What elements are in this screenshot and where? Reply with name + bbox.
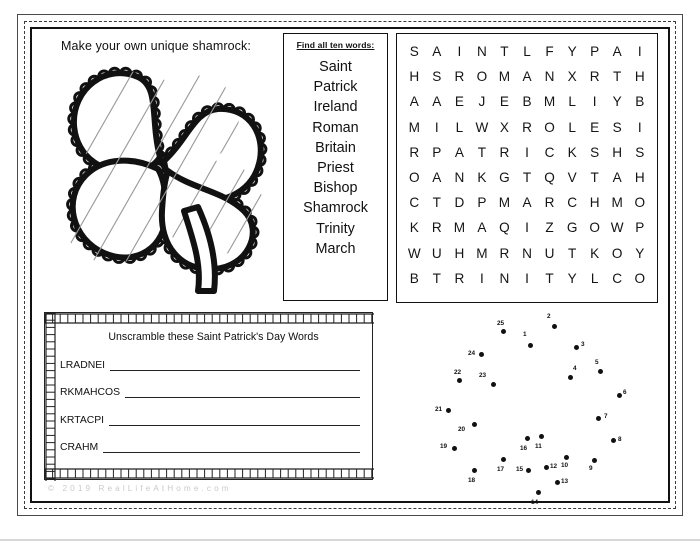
dot-marker[interactable]	[536, 490, 541, 495]
word-search-cell[interactable]: B	[635, 94, 645, 110]
word-list-item: Saint	[319, 59, 352, 75]
word-search-cell[interactable]: C	[544, 144, 555, 160]
word-search-cell[interactable]: S	[612, 119, 622, 135]
word-search-cell[interactable]: T	[500, 44, 509, 59]
shamrock-instruction-text: Make your own unique shamrock:	[61, 39, 251, 53]
word-search-cell[interactable]: N	[477, 44, 487, 59]
word-list-item: Roman	[312, 119, 359, 136]
dot-marker[interactable]	[491, 382, 496, 387]
word-search-cell[interactable]: L	[590, 270, 599, 286]
dot-marker[interactable]	[452, 446, 457, 451]
word-search-row	[403, 115, 651, 140]
word-search-cell[interactable]: G	[566, 220, 578, 236]
word-list-item: Patrick	[313, 79, 358, 96]
word-search-cell[interactable]: X	[499, 119, 509, 135]
word-search-cell[interactable]: A	[522, 69, 532, 85]
word-search-cell[interactable]: T	[613, 69, 622, 85]
word-search-cell[interactable]: R	[454, 270, 465, 286]
word-search-cell[interactable]: C	[409, 195, 420, 211]
dot-marker[interactable]	[617, 393, 622, 398]
word-search-cell[interactable]: J	[478, 94, 486, 110]
dot-marker[interactable]	[568, 375, 573, 380]
dot-marker[interactable]	[564, 455, 569, 460]
dot-number-label: 21	[435, 406, 443, 413]
word-search-cell[interactable]: A	[454, 144, 464, 160]
dot-marker[interactable]	[479, 352, 484, 357]
word-list-item: Bishop	[313, 180, 358, 197]
word-list-item: Trinity	[316, 220, 355, 237]
word-search-cell[interactable]: T	[477, 144, 487, 160]
word-search-cell[interactable]: Q	[544, 169, 555, 185]
word-search-cell[interactable]: G	[499, 169, 510, 185]
unscramble-frame-bottom	[45, 468, 374, 479]
word-search-cell[interactable]: P	[432, 144, 442, 160]
word-search-cell[interactable]: M	[543, 94, 556, 110]
word-search-cell[interactable]: P	[635, 220, 645, 236]
dot-number-label: 12	[550, 463, 558, 470]
word-search-cell[interactable]: R	[544, 195, 555, 211]
dot-number-label: 25	[497, 320, 505, 327]
word-search-cell[interactable]: I	[480, 270, 484, 286]
dot-number-label: 8	[618, 436, 622, 443]
word-search-cell[interactable]: R	[409, 144, 420, 160]
word-search-cell[interactable]: M	[408, 119, 420, 135]
unscramble-frame-top	[45, 313, 374, 324]
word-search-cell[interactable]: I	[457, 44, 462, 59]
dot-marker[interactable]	[501, 329, 506, 334]
word-search-cell[interactable]: T	[567, 245, 577, 261]
word-search-cell[interactable]: M	[476, 245, 488, 261]
word-search-cell[interactable]: W	[407, 245, 421, 261]
word-search-cell[interactable]: O	[476, 69, 488, 85]
word-search-cell[interactable]: O	[408, 169, 420, 185]
answer-blank-line[interactable]	[125, 386, 360, 398]
word-search-cell[interactable]: I	[637, 119, 642, 135]
word-search-cell[interactable]: A	[477, 220, 487, 236]
word-search-cell[interactable]: T	[522, 169, 532, 185]
word-search-cell[interactable]: S	[590, 144, 600, 160]
word-search-cell[interactable]: R	[431, 220, 442, 236]
scrambled-word: RKMAHCOS	[60, 387, 121, 398]
word-list-item: Ireland	[313, 99, 358, 116]
scrambled-word: LRADNEI	[60, 359, 106, 371]
word-search-cell[interactable]: K	[409, 220, 419, 236]
shamrock-outline-icon[interactable]	[42, 61, 276, 297]
word-search-cell[interactable]: I	[434, 119, 439, 135]
dot-to-dot-puzzle[interactable]	[396, 310, 658, 506]
dot-marker[interactable]	[472, 468, 477, 473]
word-search-cell[interactable]: R	[589, 69, 600, 85]
dot-number-label: 17	[497, 466, 505, 473]
word-search-cell[interactable]: B	[522, 94, 532, 110]
word-search-cell[interactable]: I	[637, 44, 642, 59]
dot-marker[interactable]	[592, 458, 597, 463]
word-search-cell[interactable]: N	[544, 69, 555, 85]
dot-marker[interactable]	[539, 434, 544, 439]
word-search-cell[interactable]: K	[567, 144, 577, 160]
unscramble-frame-left	[45, 313, 56, 481]
dot-number-label: 19	[440, 443, 448, 450]
word-search-row	[403, 64, 651, 89]
word-search-cell[interactable]: H	[409, 69, 420, 85]
dot-marker[interactable]	[472, 422, 477, 427]
word-search-row	[403, 241, 651, 266]
word-search-cell[interactable]: L	[568, 94, 576, 110]
unscramble-activity-panel	[44, 312, 373, 480]
unscramble-row	[57, 359, 370, 371]
word-search-cell[interactable]: O	[634, 270, 646, 286]
word-search-cell[interactable]: X	[567, 69, 577, 85]
scrambled-word: KRTACPI	[60, 414, 105, 426]
unscramble-row	[57, 386, 370, 398]
word-search-cell[interactable]: L	[455, 119, 464, 135]
word-search-cell[interactable]: M	[498, 195, 511, 211]
word-search-cell[interactable]: P	[590, 44, 600, 59]
dot-number-label: 23	[479, 372, 487, 379]
answer-blank-line[interactable]	[110, 359, 360, 371]
word-list-panel	[283, 33, 388, 301]
dot-number-label: 2	[547, 313, 551, 320]
unscramble-row	[57, 414, 370, 426]
word-search-grid[interactable]	[396, 33, 658, 303]
dot-marker[interactable]	[526, 468, 531, 473]
word-search-row	[403, 215, 651, 240]
dot-marker[interactable]	[528, 343, 533, 348]
word-search-cell[interactable]: O	[634, 195, 646, 211]
word-search-cell[interactable]: M	[453, 220, 466, 236]
word-search-cell[interactable]: Z	[545, 220, 554, 236]
word-search-cell[interactable]: A	[432, 44, 442, 59]
dot-number-label: 10	[561, 462, 569, 469]
word-search-cell[interactable]: R	[499, 144, 510, 160]
word-search-cell[interactable]: S	[635, 144, 645, 160]
scrambled-word: CRAHM	[60, 442, 99, 453]
word-search-cell[interactable]: A	[612, 44, 622, 59]
dot-number-label: 4	[573, 365, 577, 372]
word-search-cell[interactable]: Q	[499, 220, 510, 236]
dot-marker[interactable]	[574, 345, 579, 350]
word-search-cell[interactable]: E	[454, 94, 464, 110]
word-search-cell[interactable]: A	[432, 94, 442, 110]
word-search-cell[interactable]: T	[432, 270, 441, 286]
dot-number-label: 1	[523, 331, 527, 338]
unscramble-row	[57, 441, 370, 453]
dot-number-label: 13	[561, 478, 569, 485]
word-search-cell[interactable]: T	[545, 270, 554, 286]
word-search-cell[interactable]: S	[409, 44, 419, 59]
word-search-cell[interactable]: R	[454, 69, 465, 85]
word-search-cell[interactable]: O	[544, 119, 555, 135]
word-search-cell[interactable]: I	[525, 270, 529, 286]
word-list-items	[284, 57, 387, 259]
word-search-cell[interactable]: Y	[567, 270, 577, 286]
word-search-cell[interactable]: N	[454, 169, 465, 185]
word-search-cell[interactable]: M	[611, 195, 623, 211]
dot-number-label: 6	[623, 389, 627, 396]
word-search-cell[interactable]: E	[499, 94, 509, 110]
shamrock-activity-panel	[36, 31, 276, 303]
dot-number-label: 20	[458, 426, 466, 433]
word-search-cell[interactable]: I	[592, 94, 597, 110]
word-list-item: Priest	[317, 160, 354, 177]
word-search-cell[interactable]: U	[544, 245, 555, 261]
dot-marker[interactable]	[501, 457, 506, 462]
word-list-item: March	[315, 240, 356, 257]
word-search-cell[interactable]: D	[454, 195, 465, 211]
dot-marker[interactable]	[598, 369, 603, 374]
word-search-cell[interactable]: L	[523, 44, 531, 59]
dot-number-label: 14	[531, 499, 539, 506]
word-search-cell[interactable]: W	[610, 220, 624, 236]
word-search-cell[interactable]: F	[545, 44, 554, 59]
dot-number-label: 16	[520, 445, 528, 452]
dot-marker[interactable]	[596, 416, 601, 421]
dot-number-label: 18	[468, 477, 476, 484]
word-search-cell[interactable]: R	[522, 119, 532, 135]
word-search-cell[interactable]: Y	[567, 44, 577, 59]
dot-number-label: 11	[535, 443, 542, 450]
dot-number-label: 5	[595, 359, 599, 366]
word-search-row	[403, 165, 651, 190]
word-search-cell[interactable]: N	[522, 245, 532, 261]
word-search-cell[interactable]: I	[525, 144, 529, 160]
word-search-cell[interactable]: A	[409, 94, 419, 110]
word-search-cell[interactable]: S	[432, 69, 442, 85]
dot-number-label: 22	[454, 369, 462, 376]
word-search-cell[interactable]: H	[634, 69, 645, 85]
word-search-cell[interactable]: A	[612, 169, 622, 185]
dot-number-label: 15	[516, 466, 524, 473]
dot-marker[interactable]	[611, 438, 616, 443]
word-search-row	[403, 39, 651, 64]
word-search-row	[403, 89, 651, 114]
word-search-cell[interactable]: P	[477, 195, 487, 211]
word-search-cell[interactable]: K	[590, 245, 600, 261]
word-search-cell[interactable]: T	[590, 169, 599, 185]
word-search-cell[interactable]: A	[432, 169, 442, 185]
word-search-cell[interactable]: H	[634, 169, 645, 185]
dot-marker[interactable]	[555, 480, 560, 485]
copyright-notice: © 2019 RealLifeAtHome.com	[48, 484, 232, 493]
unscramble-heading: Unscramble these Saint Patrick's Day Words	[108, 331, 319, 343]
dot-marker[interactable]	[552, 324, 557, 329]
word-search-cell[interactable]: C	[567, 195, 578, 211]
word-search-cell[interactable]: V	[567, 169, 577, 185]
word-search-cell[interactable]: E	[590, 119, 600, 135]
word-search-cell[interactable]: W	[475, 119, 489, 135]
word-search-cell[interactable]: H	[589, 195, 600, 211]
word-search-row	[403, 190, 651, 215]
answer-blank-line[interactable]	[103, 441, 360, 453]
word-search-cell[interactable]: I	[525, 220, 529, 236]
word-list-heading: Find all ten words:	[296, 40, 375, 50]
dot-number-label: 24	[468, 350, 476, 357]
word-search-cell[interactable]: A	[522, 195, 532, 211]
word-search-cell[interactable]: L	[568, 119, 576, 135]
dot-marker[interactable]	[544, 465, 549, 470]
word-search-cell[interactable]: C	[612, 270, 623, 286]
dot-marker[interactable]	[457, 378, 462, 383]
word-search-cell[interactable]: M	[498, 69, 511, 85]
dot-marker[interactable]	[525, 436, 530, 441]
word-search-cell[interactable]: H	[454, 245, 465, 261]
word-search-cell[interactable]: Y	[635, 245, 645, 261]
word-search-cell[interactable]: T	[432, 195, 441, 211]
word-search-cell[interactable]: U	[431, 245, 442, 261]
word-search-row	[403, 266, 651, 291]
word-search-cell[interactable]: K	[477, 169, 487, 185]
word-search-cell[interactable]: H	[612, 144, 623, 160]
word-search-row	[403, 140, 651, 165]
dot-number-label: 9	[589, 465, 593, 472]
dot-marker[interactable]	[446, 408, 451, 413]
word-search-cell[interactable]: N	[499, 270, 510, 286]
word-list-item: Shamrock	[303, 200, 368, 217]
dot-number-label: 3	[581, 341, 585, 348]
dot-number-label: 7	[604, 413, 608, 420]
word-search-cell[interactable]: B	[409, 270, 419, 286]
word-search-cell[interactable]: O	[589, 220, 600, 236]
word-search-cell[interactable]: Y	[612, 94, 622, 110]
unscramble-rows	[57, 359, 370, 454]
word-search-cell[interactable]: O	[611, 245, 623, 261]
word-search-cell[interactable]: R	[499, 245, 510, 261]
word-list-item: Britain	[315, 139, 356, 156]
answer-blank-line[interactable]	[109, 414, 360, 426]
